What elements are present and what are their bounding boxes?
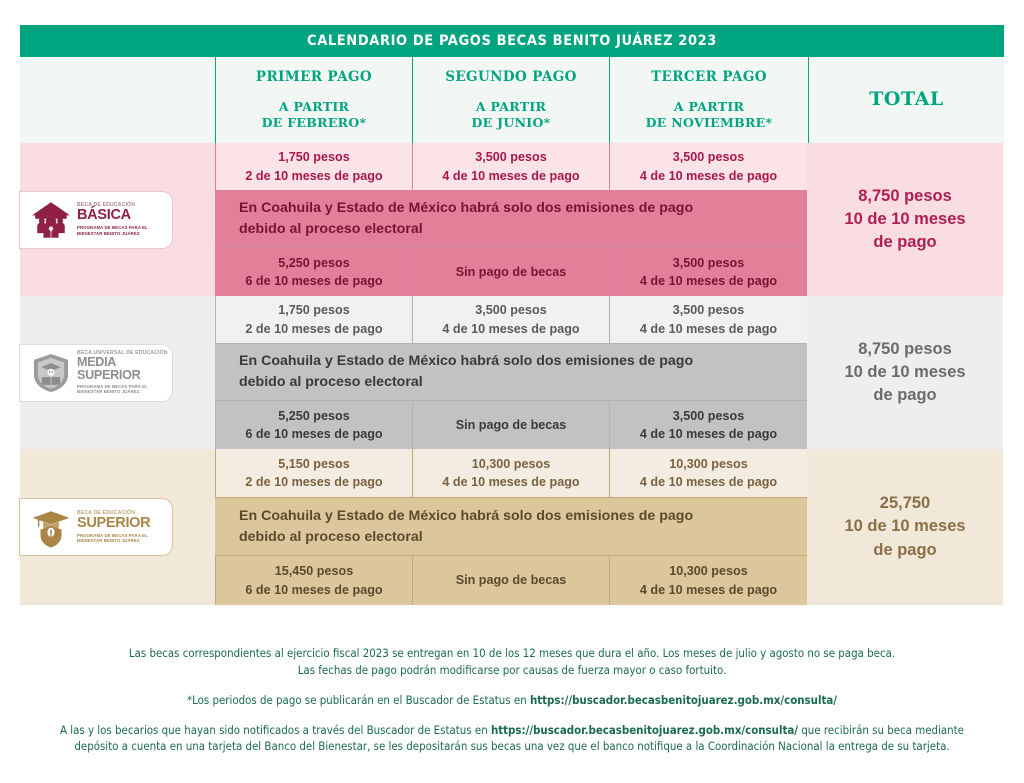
media-badge [20,345,172,401]
basica-badge-line2: BÁSICA [77,207,131,224]
superior-p1-bottom [215,556,412,605]
media-logo-cell [20,296,215,449]
superior-logo-cell [20,449,215,605]
footer-paragraph-3 [0,722,1024,755]
header-total [808,57,1004,143]
footer-paragraph-1 [0,645,1024,678]
header-tercer-pago-date-l1: A PARTIR [673,99,745,115]
superior-p3-bottom [609,556,807,605]
footer-paragraph-2 [0,692,1024,709]
basica-row-bottom [215,247,807,296]
basica-p2-top-months: 4 de 10 meses de pago [442,168,580,183]
header-primer-pago-date-l2: DE FEBRERO* [261,114,367,130]
header-label-column [20,57,215,143]
superior-p1-top [215,449,412,497]
table-header-row [20,57,1004,143]
basica-p2-top-amount: 3,500 pesos [475,150,547,165]
superior-row-bottom [215,555,807,605]
header-primer-pago-date [262,99,367,130]
basica-row-top [215,143,807,190]
basica-p3-bottom [609,248,807,296]
media-p2-bottom [412,401,609,449]
header-tercer-pago-title: TERCER PAGO [651,69,767,86]
media-p3-top-months: 4 de 10 meses de pago [639,321,778,336]
house-family-icon [30,199,72,241]
header-segundo-pago-date [472,99,551,130]
basica-badge-line3a: PROGRAMA DE BECAS PARA EL [77,225,148,231]
basica-badge-line3 [77,225,148,236]
superior-p3-bottom-amount: 10,300 pesos [669,564,748,579]
basica-badge-line1: BECA DE EDUCACIÓN [77,202,136,209]
basica-p1-bottom [215,248,412,296]
basica-p2-top [412,143,609,190]
media-p1-bottom-months: 6 de 10 meses de pago [245,427,383,441]
media-total-l1: 8,750 pesos [858,339,952,358]
media-total-l2: 10 de 10 meses [844,362,966,381]
footer-p2-url[interactable]: https://buscador.becasbenitojuarez.gob.mx/consulta/ [529,693,838,708]
superior-total [807,449,1003,605]
header-segundo-pago-date-l2: DE JUNIO* [471,114,551,130]
section-basica [20,143,1004,296]
superior-total-l2: 10 de 10 meses [844,517,966,536]
superior-total-l3: de pago [873,540,937,559]
basica-electoral-note [215,190,807,247]
shield-graduate-icon [30,352,72,394]
footer-p1-line1: Las becas correspondientes al ejercicio fiscal 2023 se entregan en 10 de los 12 meses que dura el año. Los meses de julio y agosto no se paga beca. [128,646,896,660]
header-segundo-pago [412,57,609,143]
footer-p3-pre: A las y los becarios que hayan sido notificados a través del Buscador de Estatus en [60,722,491,737]
superior-badge [20,499,172,555]
footer-spacer-1 [0,678,1024,692]
media-p1-top-amount: 1,750 pesos [278,303,350,318]
footer-spacer-2 [0,709,1024,722]
media-total [807,296,1003,449]
media-electoral-note-l1: En Coahuila y Estado de México habrá solo dos emisiones de pago [239,353,694,370]
superior-badge-line3 [77,533,150,544]
superior-p1-top-months: 2 de 10 meses de pago [245,475,383,489]
media-p2-top-amount: 3,500 pesos [475,303,547,318]
footer-p2-text: *Los periodos de pago se publicarán en el Buscador de Estatus en [186,693,530,708]
superior-electoral-note-l2: debido al proceso electoral [239,528,423,545]
superior-badge-line3a: PROGRAMA DE BECAS PARA EL [77,532,148,538]
superior-p3-top [609,449,807,497]
media-p3-bottom-amount: 3,500 pesos [672,408,745,423]
media-p3-bottom [609,401,807,449]
basica-p3-bottom-amount: 3,500 pesos [672,255,745,270]
media-row-bottom [215,400,807,449]
superior-p2-bottom [412,556,609,605]
basica-p1-top [215,143,412,190]
media-electoral-note-l2: debido al proceso electoral [239,374,423,390]
media-badge-line1: BECA UNIVERSAL DE EDUCACIÓN [77,349,168,356]
media-electoral-note [215,343,807,400]
header-total-title: TOTAL [869,88,944,111]
basica-badge [20,192,172,248]
media-total-l3: de pago [873,386,937,405]
media-p3-top-amount: 3,500 pesos [672,303,745,318]
media-row-top [215,296,807,343]
footer-notes [0,645,1024,755]
media-p2-top [412,296,609,343]
page-title: CALENDARIO DE PAGOS BECAS BENITO JUÁREZ 2023 [307,33,717,49]
superior-p1-bottom-months: 6 de 10 meses de pago [245,582,383,597]
media-badge-line3b: BIENESTAR BENITO JUÁREZ [77,389,140,395]
media-badge-line2b: SUPERIOR [77,368,141,383]
superior-p1-top-amount: 5,150 pesos [278,456,350,471]
basica-electoral-note-l2: debido al proceso electoral [239,221,423,237]
header-primer-pago-title: PRIMER PAGO [255,69,373,86]
superior-p1-bottom-amount: 15,450 pesos [274,564,354,579]
graduation-cap-torch-icon [30,506,72,548]
basica-badge-text [77,203,148,236]
basica-total-l3: de pago [873,233,937,252]
section-superior [20,449,1004,605]
superior-badge-line3b: BIENESTAR BENITO JUÁREZ [77,538,140,544]
superior-badge-line1: BECA DE EDUCACIÓN [77,509,136,516]
basica-p3-top [609,143,807,190]
superior-p2-top-amount: 10,300 pesos [471,456,551,471]
header-primer-pago-date-l1: A PARTIR [278,99,350,115]
header-primer-pago [215,57,412,143]
superior-p3-top-amount: 10,300 pesos [669,456,748,471]
superior-p2-top-months: 4 de 10 meses de pago [442,475,580,489]
footer-p3-line1 [18,722,1006,739]
media-p2-bottom-amount: Sin pago de becas [455,417,567,432]
header-tercer-pago [609,57,808,143]
basica-payments [215,143,807,296]
superior-badge-line2: SUPERIOR [77,514,151,531]
footer-p3-line2: depósito a cuenta en una tarjeta del Banco del Bienestar, se les depositarán sus becas una vez que el banco notifique a la Coordinación Nacional la entrega de su tarjeta. [74,739,950,754]
basica-p3-top-amount: 3,500 pesos [672,150,745,165]
superior-electoral-note-l1: En Coahuila y Estado de México habrá solo dos emisiones de pago [239,507,694,524]
basica-p1-top-amount: 1,750 pesos [278,150,350,165]
superior-p2-bottom-amount: Sin pago de becas [455,573,567,588]
basica-p3-bottom-months: 4 de 10 meses de pago [639,274,778,288]
basica-p1-top-months: 2 de 10 meses de pago [245,168,383,183]
header-segundo-pago-title: SEGUNDO PAGO [445,69,577,86]
basica-badge-line3b: BIENESTAR BENITO JUÁREZ [77,230,140,236]
basica-total-l2: 10 de 10 meses [844,209,966,228]
media-badge-line2: MEDIA [77,354,117,369]
media-p3-bottom-months: 4 de 10 meses de pago [639,427,778,441]
header-tercer-pago-date [646,99,773,130]
media-p2-top-months: 4 de 10 meses de pago [442,321,580,336]
superior-electoral-note [215,497,807,555]
payments-table [20,25,1004,605]
basica-p2-bottom-amount: Sin pago de becas [455,264,567,279]
superior-p2-top [412,449,609,497]
basica-p3-top-months: 4 de 10 meses de pago [639,168,778,183]
basica-total-l1: 8,750 pesos [858,186,952,205]
superior-payments [215,449,807,605]
footer-p1-line2: Las fechas de pago podrán modificarse por causas de fuerza mayor o caso fortuito. [297,662,727,677]
media-payments [215,296,807,449]
basica-total [807,143,1003,296]
media-p1-bottom [215,401,412,449]
basica-electoral-note-l1: En Coahuila y Estado de México habrá solo dos emisiones de pago [239,200,694,217]
header-tercer-pago-date-l2: DE NOVIEMBRE* [645,114,773,130]
media-p1-top-months: 2 de 10 meses de pago [245,321,383,336]
media-badge-text [77,351,168,395]
superior-p3-bottom-months: 4 de 10 meses de pago [639,582,778,597]
basica-p1-bottom-amount: 5,250 pesos [278,255,350,270]
media-badge-line3a: PROGRAMA DE BECAS PARA EL [77,383,148,389]
media-p1-top [215,296,412,343]
header-segundo-pago-date-l1: A PARTIR [475,99,547,115]
superior-row-top [215,449,807,497]
section-media-superior [20,296,1004,449]
footer-p3-post: que recibirán su beca mediante [798,722,964,737]
superior-total-l1: 25,750 [879,494,931,513]
basica-p2-bottom [412,248,609,296]
basica-p1-bottom-months: 6 de 10 meses de pago [245,274,383,288]
media-p3-top [609,296,807,343]
table-title-bar [20,25,1004,57]
media-badge-line3 [77,384,168,395]
superior-p3-top-months: 4 de 10 meses de pago [639,475,778,489]
footer-p3-url[interactable]: https://buscador.becasbenitojuarez.gob.mx/consulta/ [490,722,799,737]
basica-logo-cell [20,143,215,296]
media-p1-bottom-amount: 5,250 pesos [278,408,350,423]
superior-badge-text [77,511,150,544]
